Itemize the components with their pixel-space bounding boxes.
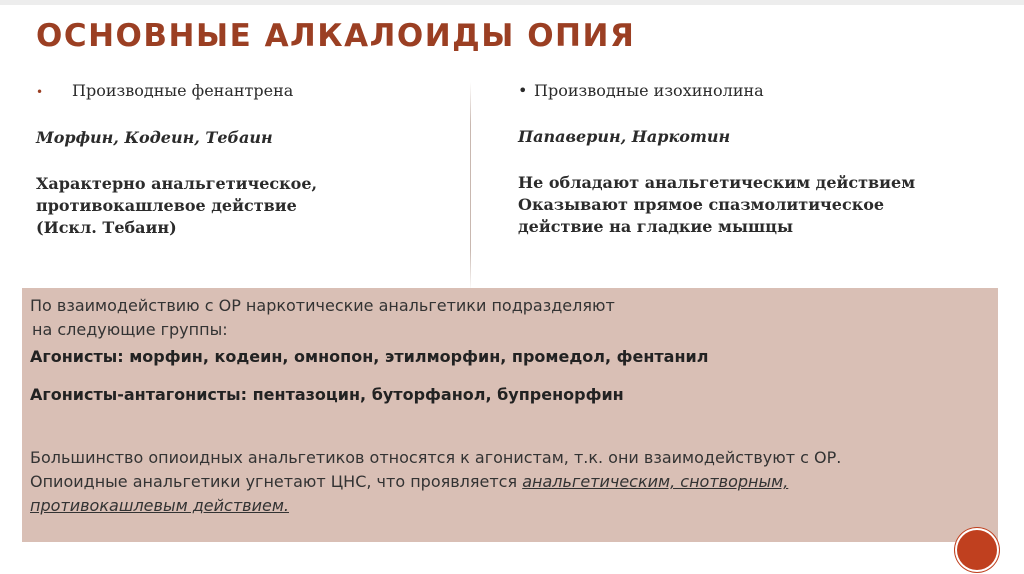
right-effect-line: действие на гладкие мышцы <box>518 217 794 236</box>
summary-prefix: Опиоидные анальгетики угнетают ЦНС, что проявляется <box>30 472 523 491</box>
panel-summary <box>30 446 990 518</box>
left-column <box>36 80 456 239</box>
bullet-icon: • <box>518 81 528 100</box>
summary-line <box>30 470 990 494</box>
summary-emphasis: анальгетическим, снотворным, <box>522 472 789 491</box>
left-examples: Морфин, Кодеин, Тебаин <box>36 128 273 147</box>
intro-line: на следующие группы: <box>32 320 228 339</box>
summary-emphasis: противокашлевым действием. <box>30 496 289 515</box>
summary-line: Большинство опиоидных анальгетиков относятся к агонистам, т.к. они взаимодействуют с ОР. <box>30 448 842 467</box>
right-effects <box>518 172 978 238</box>
slide-number-badge <box>957 530 997 570</box>
slide-title: ОСНОВНЫЕ АЛКАЛОИДЫ ОПИЯ <box>36 18 636 54</box>
right-heading-row <box>518 80 978 102</box>
left-heading-row <box>36 80 456 103</box>
left-effect-line: противокашлевое действие <box>36 196 297 215</box>
right-examples: Папаверин, Наркотин <box>518 127 731 146</box>
bullet-icon: • <box>36 85 44 99</box>
left-effect-line: Характерно анальгетическое, <box>36 174 318 193</box>
right-effect-line: Не обладают анальгетическим действием <box>518 173 916 192</box>
right-effect-line: Оказывают прямое спазмолитическое <box>518 195 885 214</box>
column-divider <box>470 82 471 292</box>
top-border <box>0 0 1024 5</box>
agonists-antagonists-line: Агонисты-антагонисты: пентазоцин, буторфанол, бупренорфин <box>30 385 624 404</box>
right-heading: Производные изохинолина <box>534 81 764 100</box>
info-panel <box>22 288 998 542</box>
right-column <box>518 80 978 238</box>
agonists-line: Агонисты: морфин, кодеин, омнопон, этилморфин, промедол, фентанил <box>30 347 709 366</box>
left-effect-line: (Искл. Тебаин) <box>36 218 177 237</box>
left-effects <box>36 173 456 239</box>
left-heading: Производные фенантрена <box>72 81 294 100</box>
intro-line: По взаимодействию с ОР наркотические анальгетики подразделяют <box>30 296 615 315</box>
panel-intro <box>30 294 990 342</box>
summary-line <box>30 494 990 518</box>
